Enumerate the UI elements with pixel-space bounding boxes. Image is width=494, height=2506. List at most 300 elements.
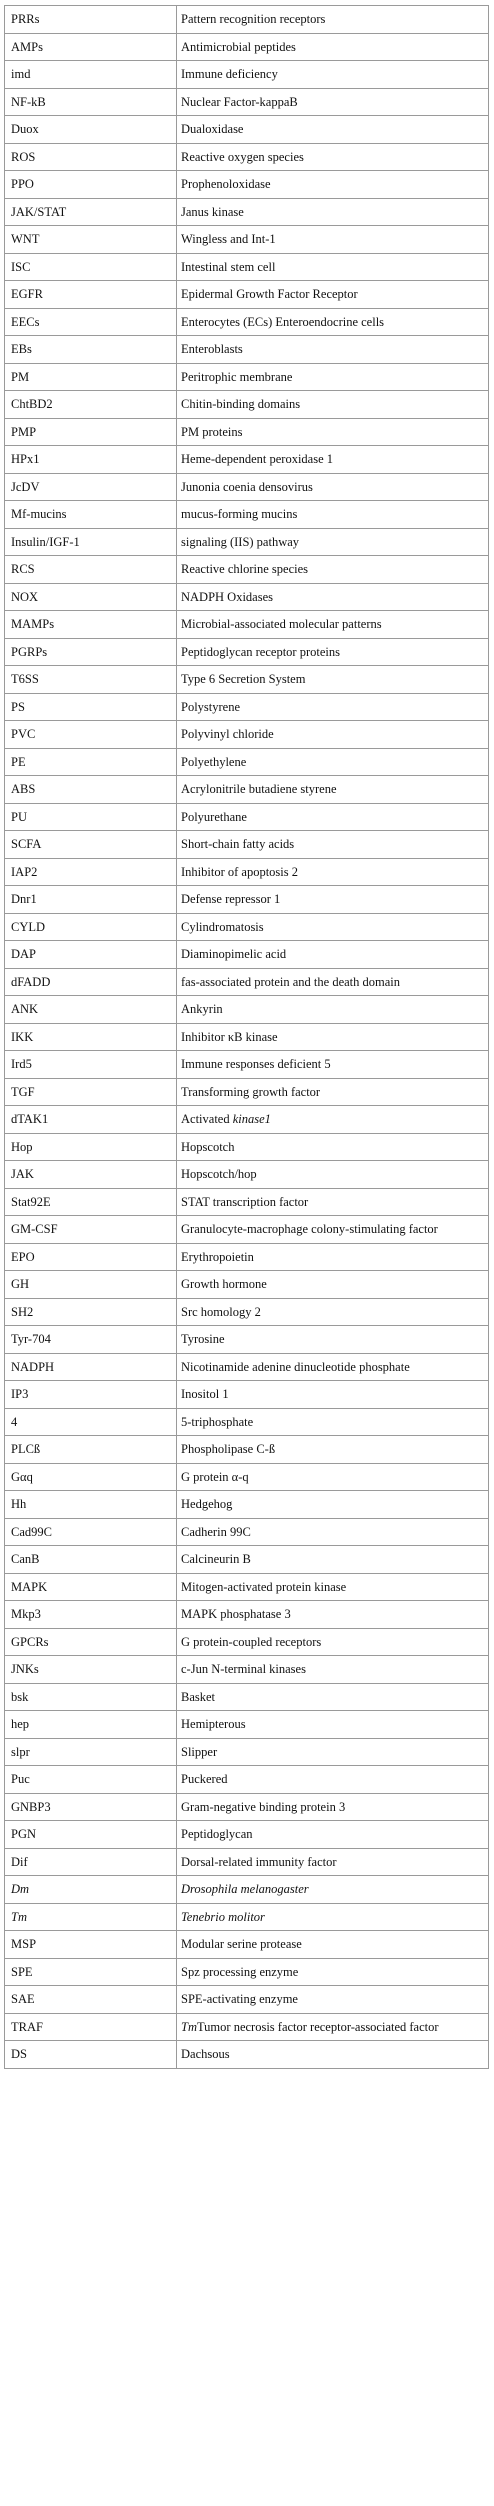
abbreviation-cell: JcDV (5, 473, 177, 501)
abbreviation-cell: PS (5, 693, 177, 721)
definition-cell (177, 1436, 489, 1464)
abbreviation-cell: CYLD (5, 913, 177, 941)
table-row (5, 583, 489, 611)
definition-cell (177, 6, 489, 34)
definition-cell (177, 941, 489, 969)
definition-cell (177, 968, 489, 996)
table-row (5, 2013, 489, 2041)
definition-cell (177, 1766, 489, 1794)
abbreviation-cell: MAPK (5, 1573, 177, 1601)
abbreviation-cell: Puc (5, 1766, 177, 1794)
definition-cell (177, 253, 489, 281)
definition-cell (177, 2013, 489, 2041)
definition-text: Modular serine protease (181, 1937, 302, 1951)
definition-italic-prefix: Tm (181, 2019, 197, 2034)
abbreviation-cell: hep (5, 1711, 177, 1739)
definition-text: Prophenoloxidase (181, 177, 271, 191)
table-row (5, 693, 489, 721)
definition-text: Activated (181, 1112, 233, 1126)
table-row (5, 1931, 489, 1959)
definition-text: Erythropoietin (181, 1249, 254, 1264)
abbreviation-cell: PVC (5, 721, 177, 749)
table-row (5, 666, 489, 694)
definition-text: Type 6 Secretion System (181, 672, 306, 686)
definition-cell (177, 1601, 489, 1629)
abbreviation-cell: EPO (5, 1243, 177, 1271)
abbreviation-cell: EBs (5, 336, 177, 364)
table-row (5, 1463, 489, 1491)
table-row (5, 6, 489, 34)
definition-text: Inhibitor of apoptosis 2 (181, 864, 299, 879)
definition-cell (177, 693, 489, 721)
definition-cell (177, 1546, 489, 1574)
abbreviations-table (4, 5, 489, 2069)
definition-cell (177, 1958, 489, 1986)
definition-cell (177, 336, 489, 364)
definition-cell (177, 1903, 489, 1931)
definition-cell (177, 803, 489, 831)
definition-text: Chitin-binding domains (181, 397, 301, 411)
definition-cell (177, 1656, 489, 1684)
table-row (5, 1656, 489, 1684)
table-row (5, 1381, 489, 1409)
abbreviation-cell: dFADD (5, 968, 177, 996)
definition-text: Tumor necrosis factor receptor-associated factor (196, 2019, 439, 2034)
table-row (5, 1106, 489, 1134)
definition-text: Immune responses deficient 5 (181, 1057, 331, 1071)
table-row (5, 721, 489, 749)
abbreviation-cell: GH (5, 1271, 177, 1299)
definition-text: Dachsous (181, 2047, 230, 2061)
definition-text: Tenebrio molitor (181, 1909, 265, 1924)
definition-cell (177, 446, 489, 474)
definition-text: SPE-activating enzyme (181, 1992, 298, 2006)
table-row (5, 88, 489, 116)
table-row (5, 638, 489, 666)
table-row (5, 143, 489, 171)
abbreviation-cell: DS (5, 2041, 177, 2069)
abbreviation-cell: ISC (5, 253, 177, 281)
definition-text: Ankyrin (181, 1002, 223, 1016)
table-row (5, 556, 489, 584)
definition-text: Diaminopimelic acid (181, 947, 287, 961)
definition-cell (177, 116, 489, 144)
definition-cell (177, 1793, 489, 1821)
abbreviation-cell: PE (5, 748, 177, 776)
abbreviation-cell: JAK (5, 1161, 177, 1189)
abbreviations-table-body (5, 6, 489, 2069)
abbreviation-cell: PGN (5, 1821, 177, 1849)
table-row (5, 1271, 489, 1299)
definition-text: Tyrosine (181, 1332, 225, 1346)
table-row (5, 1628, 489, 1656)
definition-text: Granulocyte-macrophage colony-stimulating factor (181, 1222, 438, 1236)
definition-cell (177, 1821, 489, 1849)
definition-text: Janus kinase (181, 204, 244, 219)
definition-cell (177, 33, 489, 61)
table-row (5, 1958, 489, 1986)
abbreviation-cell: GNBP3 (5, 1793, 177, 1821)
definition-cell (177, 528, 489, 556)
definition-cell (177, 501, 489, 529)
table-row (5, 1188, 489, 1216)
table-row (5, 418, 489, 446)
abbreviation-cell: GPCRs (5, 1628, 177, 1656)
definition-text: Polyethylene (181, 754, 247, 769)
definition-cell (177, 1711, 489, 1739)
definition-text: Hopscotch (181, 1139, 235, 1154)
abbreviation-cell: SCFA (5, 831, 177, 859)
abbreviation-cell: JNKs (5, 1656, 177, 1684)
definition-cell (177, 1216, 489, 1244)
definition-text: Drosophila melanogaster (181, 1882, 309, 1896)
abbreviation-cell: AMPs (5, 33, 177, 61)
abbreviation-cell: PU (5, 803, 177, 831)
definition-cell (177, 226, 489, 254)
abbreviation-cell: 4 (5, 1408, 177, 1436)
table-row (5, 1326, 489, 1354)
definition-text: Pattern recognition receptors (181, 12, 326, 26)
table-row (5, 446, 489, 474)
table-row (5, 1051, 489, 1079)
definition-cell (177, 171, 489, 199)
definition-text: Cylindromatosis (181, 919, 264, 934)
definition-cell (177, 198, 489, 226)
abbreviation-cell: PMP (5, 418, 177, 446)
definition-text: Reactive oxygen species (181, 149, 304, 164)
abbreviation-cell: RCS (5, 556, 177, 584)
abbreviation-cell: ABS (5, 776, 177, 804)
definition-cell (177, 1161, 489, 1189)
definition-text: Immune deficiency (181, 67, 278, 81)
abbreviation-cell: Hh (5, 1491, 177, 1519)
definition-text: Wingless and Int-1 (181, 232, 276, 246)
abbreviation-cell: WNT (5, 226, 177, 254)
definition-text: G protein-coupled receptors (181, 1634, 322, 1649)
abbreviation-cell: Duox (5, 116, 177, 144)
definition-cell (177, 638, 489, 666)
abbreviation-cell: HPx1 (5, 446, 177, 474)
definition-cell (177, 2041, 489, 2069)
definition-text: Cadherin 99C (181, 1524, 251, 1539)
definition-text: Enterocytes (ECs) Enteroendocrine cells (181, 314, 385, 329)
table-row (5, 858, 489, 886)
definition-cell (177, 1243, 489, 1271)
table-row (5, 501, 489, 529)
definition-text: Inositol 1 (181, 1387, 229, 1401)
table-row (5, 886, 489, 914)
definition-cell (177, 143, 489, 171)
definition-cell (177, 721, 489, 749)
table-row (5, 803, 489, 831)
definition-text: Transforming growth factor (181, 1084, 321, 1099)
definition-text: Short-chain fatty acids (181, 837, 295, 851)
abbreviation-cell: JAK/STAT (5, 198, 177, 226)
abbreviation-cell: Tyr-704 (5, 1326, 177, 1354)
definition-text: Hedgehog (181, 1497, 233, 1511)
table-row (5, 391, 489, 419)
abbreviation-cell: CanB (5, 1546, 177, 1574)
definition-text: Spz processing enzyme (181, 1964, 299, 1979)
definition-text: Microbial-associated molecular patterns (181, 617, 382, 631)
table-row (5, 748, 489, 776)
definition-cell (177, 1078, 489, 1106)
table-row (5, 831, 489, 859)
definition-cell (177, 886, 489, 914)
definition-cell (177, 1683, 489, 1711)
table-row (5, 1408, 489, 1436)
definition-cell (177, 88, 489, 116)
abbreviation-cell: PPO (5, 171, 177, 199)
table-row (5, 528, 489, 556)
abbreviation-cell: Dm (5, 1876, 177, 1904)
table-row (5, 1903, 489, 1931)
definition-text: Antimicrobial peptides (181, 39, 296, 54)
abbreviation-cell: SAE (5, 1986, 177, 2014)
definition-cell (177, 913, 489, 941)
definition-text: Junonia coenia densovirus (181, 479, 313, 494)
table-row (5, 776, 489, 804)
table-row (5, 1161, 489, 1189)
definition-text: Calcineurin B (181, 1552, 251, 1566)
definition-cell (177, 1463, 489, 1491)
table-row (5, 1491, 489, 1519)
table-row (5, 996, 489, 1024)
definition-text: Inhibitor κB kinase (181, 1029, 278, 1044)
table-row (5, 1986, 489, 2014)
table-row (5, 116, 489, 144)
definition-cell (177, 1408, 489, 1436)
abbreviation-cell: bsk (5, 1683, 177, 1711)
definition-text: Puckered (181, 1772, 228, 1786)
abbreviation-cell: Mf-mucins (5, 501, 177, 529)
abbreviation-cell: MAMPs (5, 611, 177, 639)
abbreviation-cell: NF-kB (5, 88, 177, 116)
abbreviation-cell: PGRPs (5, 638, 177, 666)
abbreviation-cell: ChtBD2 (5, 391, 177, 419)
definition-cell (177, 1188, 489, 1216)
definition-text: Polyurethane (181, 809, 247, 824)
definition-italic-suffix: kinase1 (232, 1112, 271, 1126)
definition-cell (177, 1573, 489, 1601)
abbreviation-cell: NOX (5, 583, 177, 611)
abbreviation-cell: Cad99C (5, 1518, 177, 1546)
definition-cell (177, 418, 489, 446)
table-row (5, 1216, 489, 1244)
definition-text: Phospholipase C-ß (181, 1442, 276, 1456)
definition-text: Nuclear Factor-kappaB (181, 94, 298, 109)
abbreviation-cell: Ird5 (5, 1051, 177, 1079)
definition-cell (177, 1271, 489, 1299)
abbreviation-cell: imd (5, 61, 177, 89)
definition-text: Defense repressor 1 (181, 892, 281, 906)
definition-text: Peptidoglycan receptor proteins (181, 644, 340, 659)
table-row (5, 336, 489, 364)
abbreviation-cell: TRAF (5, 2013, 177, 2041)
abbreviation-cell: T6SS (5, 666, 177, 694)
definition-cell (177, 1848, 489, 1876)
definition-cell (177, 583, 489, 611)
definition-cell (177, 1738, 489, 1766)
table-row (5, 1023, 489, 1051)
table-row (5, 611, 489, 639)
table-row (5, 1573, 489, 1601)
abbreviation-cell: SH2 (5, 1298, 177, 1326)
abbreviation-cell: Tm (5, 1903, 177, 1931)
definition-text: Hemipterous (181, 1717, 246, 1731)
table-row (5, 1793, 489, 1821)
definition-cell (177, 308, 489, 336)
abbreviation-cell: NADPH (5, 1353, 177, 1381)
abbreviation-cell: IP3 (5, 1381, 177, 1409)
definition-cell (177, 996, 489, 1024)
definition-cell (177, 611, 489, 639)
definition-cell (177, 858, 489, 886)
abbreviation-cell: Gαq (5, 1463, 177, 1491)
table-row (5, 968, 489, 996)
abbreviation-cell: SPE (5, 1958, 177, 1986)
abbreviation-cell: PRRs (5, 6, 177, 34)
table-row (5, 281, 489, 309)
definition-cell (177, 1051, 489, 1079)
table-row (5, 1133, 489, 1161)
definition-text: PM proteins (181, 424, 243, 439)
table-row (5, 171, 489, 199)
definition-cell (177, 666, 489, 694)
table-row (5, 913, 489, 941)
definition-cell (177, 61, 489, 89)
definition-text: fas-associated protein and the death domain (181, 974, 401, 989)
abbreviation-cell: MSP (5, 1931, 177, 1959)
table-row (5, 253, 489, 281)
definition-cell (177, 1326, 489, 1354)
definition-text: Peptidoglycan (181, 1827, 253, 1841)
definition-cell (177, 1628, 489, 1656)
definition-text: Basket (181, 1689, 216, 1704)
definition-text: MAPK phosphatase 3 (181, 1607, 291, 1621)
definition-text: Heme-dependent peroxidase 1 (181, 452, 334, 466)
definition-cell (177, 1381, 489, 1409)
table-row (5, 1078, 489, 1106)
abbreviation-cell: PM (5, 363, 177, 391)
table-row (5, 1683, 489, 1711)
table-row (5, 1518, 489, 1546)
definition-text: G protein α-q (181, 1469, 249, 1484)
table-row (5, 226, 489, 254)
table-row (5, 1766, 489, 1794)
table-row (5, 1436, 489, 1464)
definition-text: Slipper (181, 1744, 218, 1759)
abbreviation-cell: ANK (5, 996, 177, 1024)
definition-cell (177, 1133, 489, 1161)
definition-text: Polyvinyl chloride (181, 727, 274, 741)
definition-text: Nicotinamide adenine dinucleotide phosphate (181, 1359, 410, 1374)
definition-cell (177, 1023, 489, 1051)
abbreviation-cell: EGFR (5, 281, 177, 309)
definition-text: 5-triphosphate (181, 1414, 254, 1429)
abbreviation-cell: dTAK1 (5, 1106, 177, 1134)
abbreviation-cell: DAP (5, 941, 177, 969)
definition-text: Mitogen-activated protein kinase (181, 1579, 347, 1594)
definition-cell (177, 1491, 489, 1519)
table-row (5, 363, 489, 391)
table-row (5, 1243, 489, 1271)
abbreviation-cell: slpr (5, 1738, 177, 1766)
abbreviation-cell: Mkp3 (5, 1601, 177, 1629)
abbreviation-cell: IKK (5, 1023, 177, 1051)
table-row (5, 308, 489, 336)
definition-text: Hopscotch/hop (181, 1167, 257, 1181)
definition-cell (177, 363, 489, 391)
definition-text: Intestinal stem cell (181, 259, 276, 274)
definition-cell (177, 1518, 489, 1546)
abbreviation-cell: ROS (5, 143, 177, 171)
abbreviation-cell: Dif (5, 1848, 177, 1876)
table-row (5, 1601, 489, 1629)
table-row (5, 1848, 489, 1876)
table-row (5, 33, 489, 61)
definition-cell (177, 1876, 489, 1904)
definition-text: signaling (IIS) pathway (181, 534, 300, 549)
definition-text: mucus-forming mucins (181, 507, 298, 521)
abbreviation-cell: GM-CSF (5, 1216, 177, 1244)
definition-text: Peritrophic membrane (181, 369, 293, 384)
definition-cell (177, 1298, 489, 1326)
definition-text: Acrylonitrile butadiene styrene (181, 782, 337, 796)
table-row (5, 473, 489, 501)
abbreviation-cell: TGF (5, 1078, 177, 1106)
table-row (5, 941, 489, 969)
definition-cell (177, 1931, 489, 1959)
table-row (5, 1546, 489, 1574)
abbreviation-cell: Insulin/IGF-1 (5, 528, 177, 556)
definition-text: Growth hormone (181, 1277, 267, 1291)
abbreviation-cell: IAP2 (5, 858, 177, 886)
definition-text: Epidermal Growth Factor Receptor (181, 287, 358, 301)
definition-text: Gram-negative binding protein 3 (181, 1799, 346, 1814)
table-row (5, 1353, 489, 1381)
definition-cell (177, 1986, 489, 2014)
definition-cell (177, 391, 489, 419)
definition-text: STAT transcription factor (181, 1194, 309, 1209)
definition-text: Reactive chlorine species (181, 562, 309, 576)
table-row (5, 1738, 489, 1766)
definition-cell (177, 281, 489, 309)
abbreviation-cell: Dnr1 (5, 886, 177, 914)
table-row (5, 61, 489, 89)
abbreviation-cell: EECs (5, 308, 177, 336)
definition-text: Src homology 2 (181, 1304, 261, 1319)
definition-text: NADPH Oxidases (181, 589, 274, 604)
definition-text: Enteroblasts (181, 342, 243, 356)
table-row (5, 1298, 489, 1326)
definition-cell (177, 473, 489, 501)
table-row (5, 198, 489, 226)
definition-cell (177, 1106, 489, 1134)
definition-cell (177, 776, 489, 804)
abbreviation-cell: Stat92E (5, 1188, 177, 1216)
definition-text: Dualoxidase (181, 122, 244, 136)
abbreviation-cell: Hop (5, 1133, 177, 1161)
table-row (5, 1821, 489, 1849)
definition-text: Polystyrene (181, 699, 241, 714)
table-row (5, 1876, 489, 1904)
definition-cell (177, 1353, 489, 1381)
definition-cell (177, 748, 489, 776)
definition-cell (177, 556, 489, 584)
definition-text: Dorsal-related immunity factor (181, 1854, 337, 1869)
abbreviation-cell: PLCß (5, 1436, 177, 1464)
